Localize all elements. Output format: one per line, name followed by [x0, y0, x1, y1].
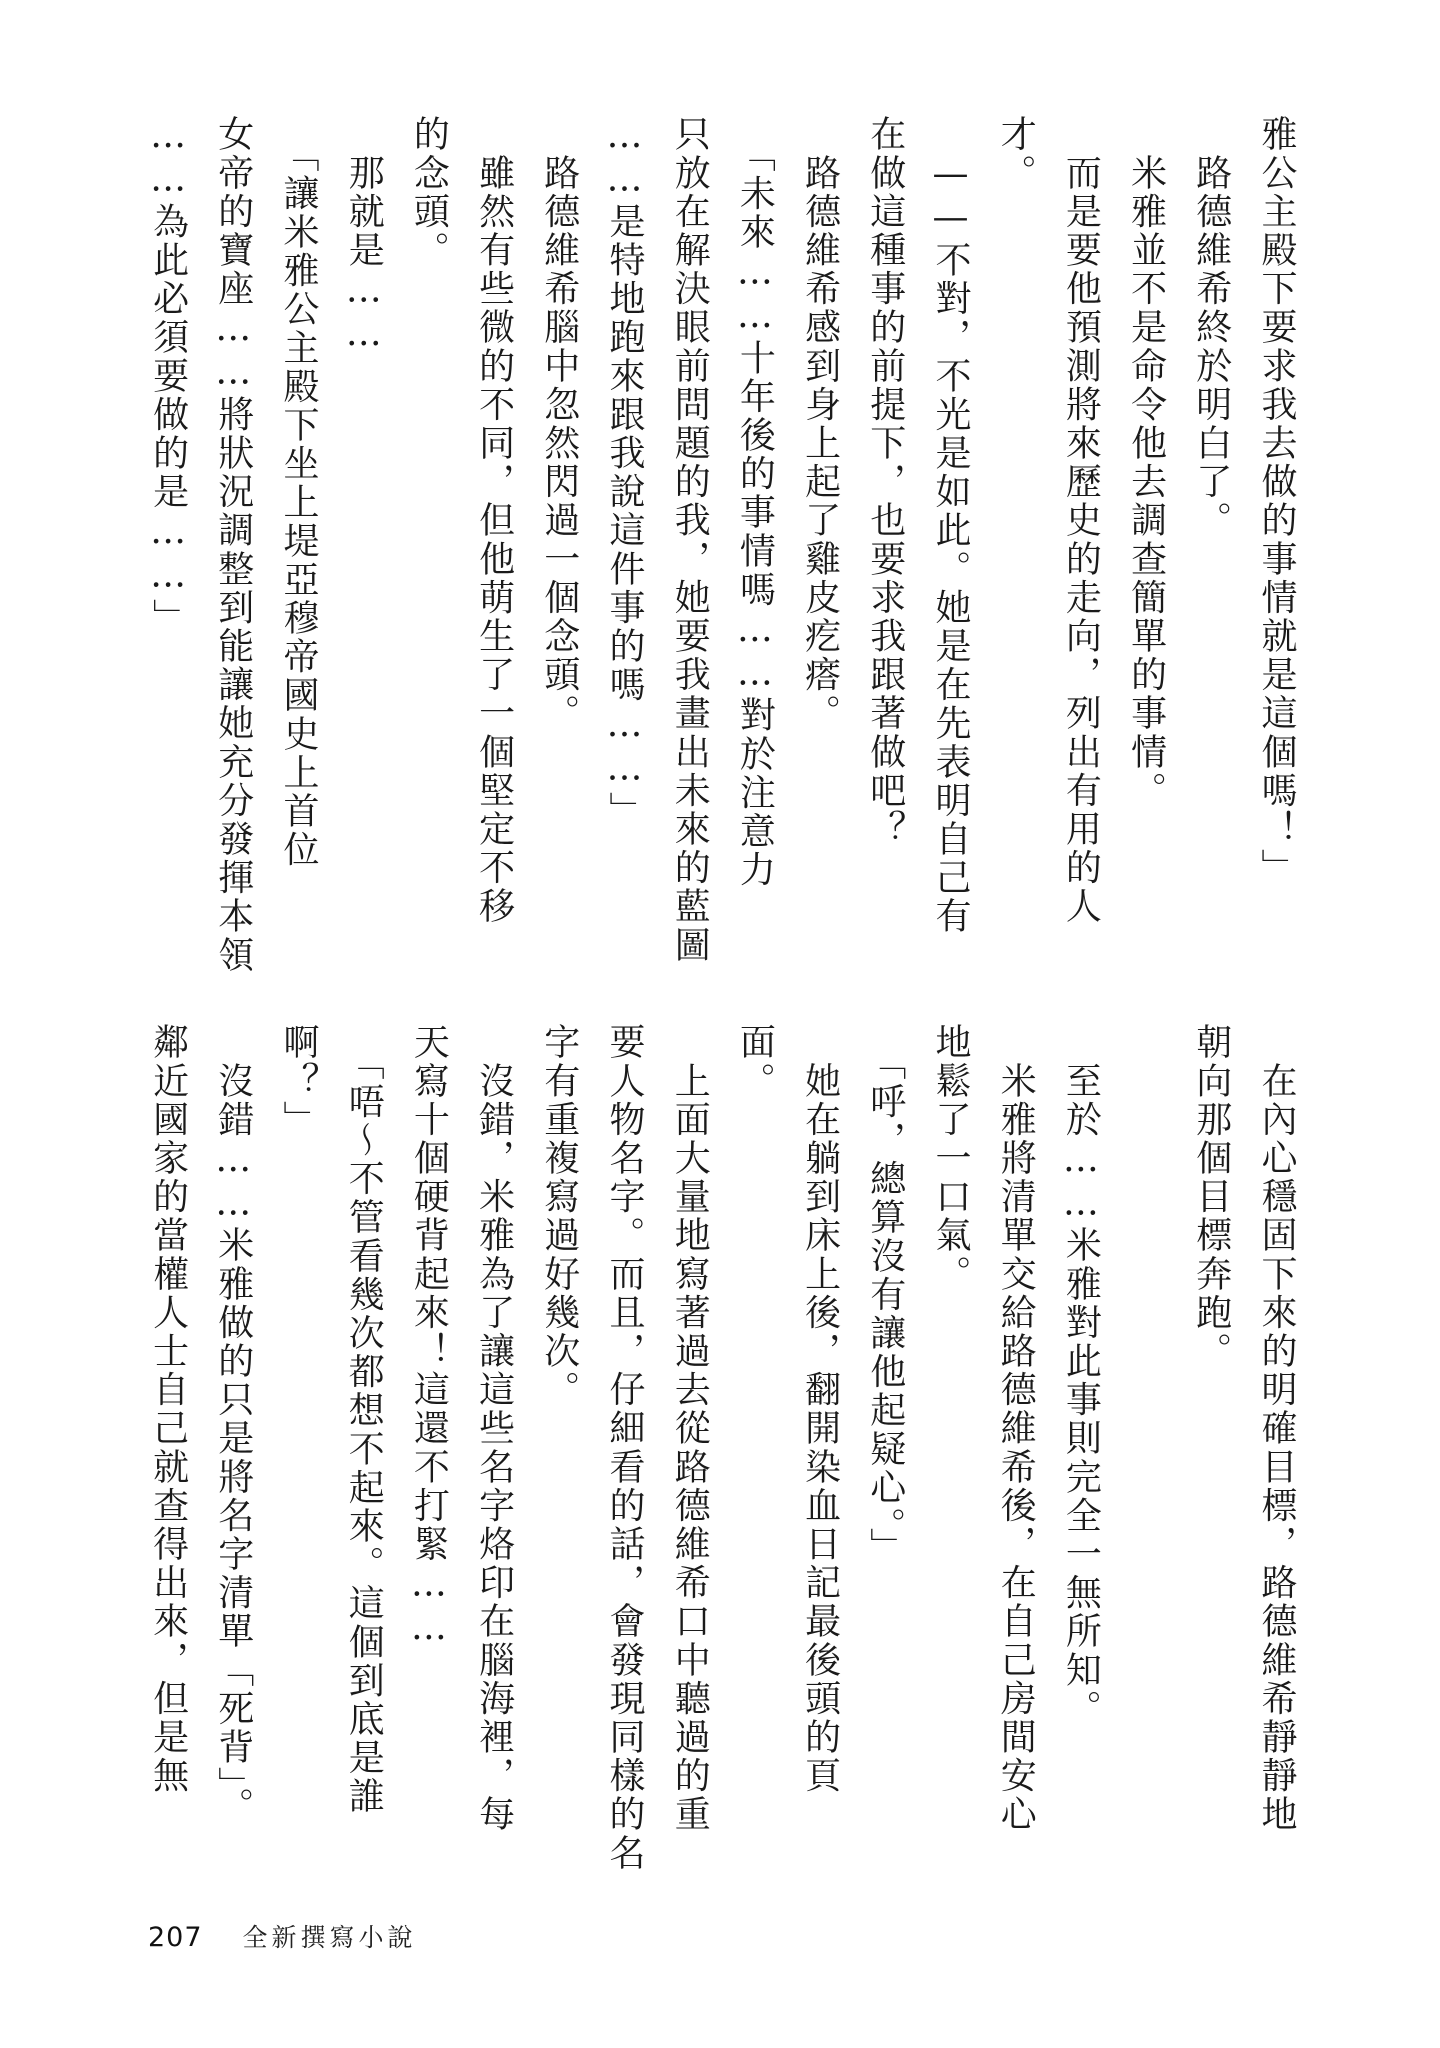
upper-text-block	[0, 115, 1440, 975]
text-column: 米雅將清單交給路德維希後，在自己房間安心	[995, 1023, 1037, 1834]
text-column: 路德維希終於明白了。	[1190, 115, 1232, 540]
text-column: ……是特地跑來跟我說這件事的嗎……」	[604, 115, 645, 830]
page-footer	[148, 1918, 417, 1958]
text-column: ……為此必須要做的是……」	[147, 115, 189, 637]
text-column: 「唔～不管看幾次都想不起來。這個到底是誰	[343, 1023, 385, 1816]
text-column: 只放在解決眼前問題的我，她要我畫出未來的藍圖	[669, 115, 711, 965]
text-column: 在內心穩固下來的明確目標，路德維希靜靜地	[1256, 1023, 1297, 1834]
text-column: 米雅並不是命令他去調查簡單的事情。	[1125, 115, 1167, 810]
text-column: 天寫十個硬背起來！這還不打緊……	[408, 1023, 450, 1651]
text-column: 「未來……十年後的事情嗎……對於注意力	[734, 115, 776, 889]
text-column: 沒錯……米雅做的只是將名字清單「死背」。	[212, 1023, 254, 1826]
text-column: 而是要他預測將來歷史的走向，列出有用的人	[1060, 115, 1102, 926]
text-column: 那就是……	[343, 115, 385, 357]
section-title: 全新撰寫小說	[242, 1923, 417, 1952]
text-column: 上面大量地寫著過去從路德維希口中聽過的重	[669, 1023, 711, 1834]
text-column: 朝向那個目標奔跑。	[1190, 1023, 1232, 1371]
text-column: 面。	[734, 1023, 776, 1101]
text-column: 的念頭。	[408, 115, 450, 270]
text-column: 地鬆了一口氣。	[930, 1023, 971, 1294]
text-column: 字有重複寫過好幾次。	[538, 1023, 580, 1409]
text-column: 啊？」	[278, 1023, 319, 1139]
text-column: 「呼，總算沒有讓他起疑心。」	[864, 1023, 906, 1566]
text-column: 「讓米雅公主殿下坐上堤亞穆帝國史上首位	[278, 115, 319, 869]
text-column: 才。	[995, 115, 1037, 193]
text-column: 沒錯，米雅為了讓這些名字烙印在腦海裡，每	[473, 1023, 515, 1834]
text-column: 鄰近國家的當權人士自己就查得出來，但是無	[147, 1023, 189, 1795]
text-column: 雅公主殿下要求我去做的事情就是這個嗎！」	[1256, 115, 1297, 887]
text-column: 路德維希感到身上起了雞皮疙瘩。	[799, 115, 841, 733]
text-column: 她在躺到床上後，翻開染血日記最後頭的頁	[799, 1023, 841, 1795]
blank-column	[1126, 1023, 1166, 1883]
page-number: 207	[148, 1922, 203, 1953]
lower-text-block	[0, 1023, 1440, 1883]
text-column: ——不對，不光是如此。她是在先表明自己有	[930, 115, 971, 936]
text-column: 至於……米雅對此事則完全一無所知。	[1060, 1023, 1102, 1728]
text-column: 雖然有些微的不同，但他萌生了一個堅定不移	[473, 115, 515, 926]
text-column: 女帝的寶座……將狀況調整到能讓她充分發揮本領	[212, 115, 254, 975]
text-column: 在做這種事的前提下，也要求我跟著做吧？	[864, 115, 906, 849]
text-column: 路德維希腦中忽然閃過一個念頭。	[538, 115, 580, 733]
text-column: 要人物名字。而且，仔細看的話，會發現同樣的名	[604, 1023, 645, 1873]
